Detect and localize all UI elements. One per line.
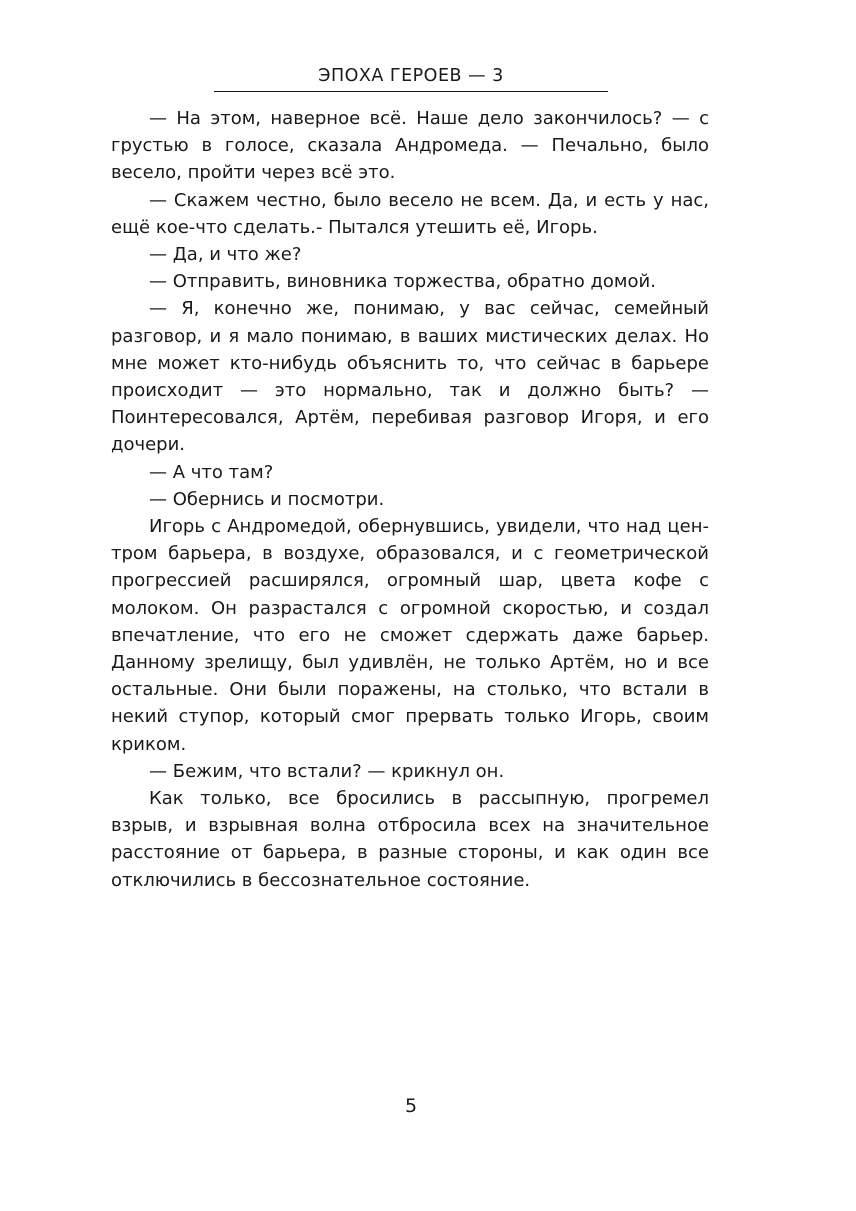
paragraph: — Отправить, виновника торжества, обратно домой. bbox=[149, 271, 656, 293]
page-number: 5 bbox=[404, 1095, 418, 1117]
paragraph: — Я, конечно же, понимаю, у вас сейчас, семейный разговор, и я мало понимаю, в ваших мистических делах. Но мне может кто-нибудь объяснить то, что сейчас в барьере происходит — это нормально, так и должно быть? — Поинтересовался, Артём, перебивая разговор Игоря, и его дочери. bbox=[111, 298, 709, 456]
paragraph: — А что там? bbox=[149, 461, 274, 483]
paragraph: — На этом, наверное всё. Наше дело закончилось? — с грустью в голосе, сказала Андромеда. — Печально, было весело, пройти через всё это. bbox=[111, 108, 709, 184]
body-text bbox=[111, 105, 709, 894]
paragraph: — Обернись и посмотри. bbox=[149, 488, 385, 510]
paragraph: — Бежим, что встали? — крикнул он. bbox=[149, 760, 505, 782]
paragraph: Игорь с Андромедой, обернувшись, увидели, что над центром барьера, в воздухе, образовался, и с геометрической прогрессией расширялся, огромный шар, цвета кофе с молоком. Он разрастался с огромной скоростью, и создал впечатление, что его не сможет сдержать даже барьер. Данному зрелищу, был удивлён, не только Артём, но и все остальные. Они были поражены, на столько, что встали в некий ступор, который смог прервать только Игорь, своим криком. bbox=[111, 516, 709, 755]
header-rule bbox=[214, 91, 608, 92]
paragraph: Как только, все бросились в рассыпную, прогремел взрыв, и взрывная волна отбросила всех на значительное расстояние от барьера, в разные стороны, и как один все отключились в бессознательное состояние. bbox=[111, 788, 709, 891]
paragraph: — Да, и что же? bbox=[149, 244, 302, 266]
paragraph: — Скажем честно, было весело не всем. Да, и есть у нас, ещё кое-что сделать.- Пытался утешить её, Игорь. bbox=[111, 189, 709, 238]
running-header-title: ЭПОХА ГЕРОЕВ — 3 bbox=[318, 66, 504, 86]
